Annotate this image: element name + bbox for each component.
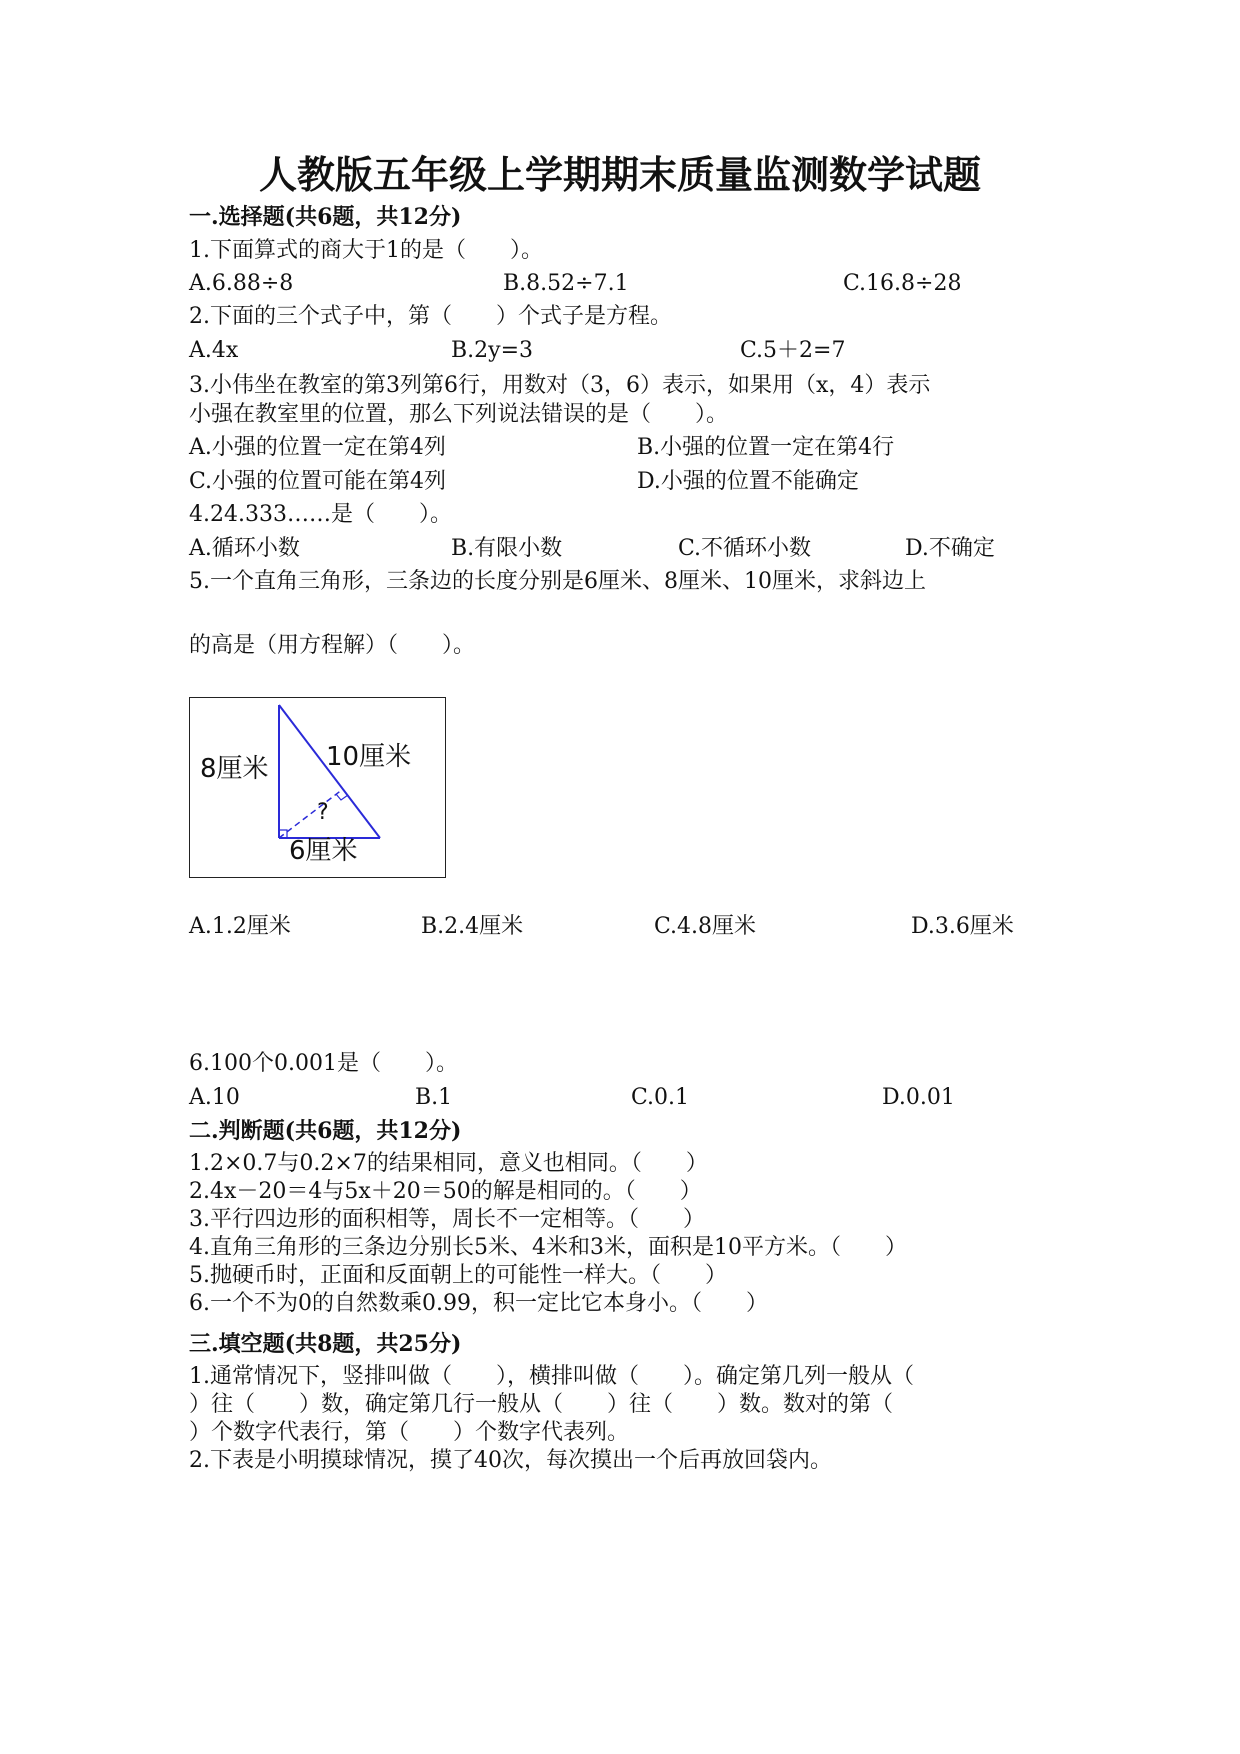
option-b: B.1 — [415, 1085, 453, 1110]
altitude-dashed-line — [279, 789, 343, 838]
question-stem-line1: 3.小伟坐在教室的第3列第6行，用数对（3，6）表示，如果用（x，4）表示 — [189, 373, 931, 398]
option-d: D.0.01 — [882, 1085, 955, 1110]
option-b: B.8.52÷7.1 — [503, 271, 629, 296]
label-left-side: 8厘米 — [200, 754, 269, 784]
label-unknown-height: ? — [317, 800, 329, 825]
option-a: A.小强的位置一定在第4列 — [189, 435, 446, 460]
option-a: A.1.2厘米 — [189, 914, 291, 939]
option-b: B.2y=3 — [451, 338, 534, 363]
fill-blank-line: ）个数字代表行，第（ ）个数字代表列。 — [189, 1420, 630, 1445]
section-heading-choice: 一.选择题(共6题，共12分) — [189, 204, 462, 230]
question-stem-line2: 小强在教室里的位置，那么下列说法错误的是（ ）。 — [189, 402, 729, 427]
option-c: C.小强的位置可能在第4列 — [189, 469, 447, 494]
page-title: 人教版五年级上学期期末质量监测数学试题 — [258, 152, 981, 197]
label-hypotenuse: 10厘米 — [326, 742, 412, 772]
fill-blank-line: ）往（ ）数，确定第几行一般从（ ）往（ ）数。数对的第（ — [189, 1392, 894, 1417]
judgement-item: 6.一个不为0的自然数乘0.99，积一定比它本身小。（ ） — [189, 1291, 768, 1316]
option-d: D.不确定 — [905, 536, 995, 561]
judgement-item: 5.抛硬币时，正面和反面朝上的可能性一样大。（ ） — [189, 1263, 727, 1288]
option-a: A.循环小数 — [189, 536, 300, 561]
option-c: C.0.1 — [631, 1085, 690, 1110]
option-c: C.4.8厘米 — [654, 914, 757, 939]
option-d: D.3.6厘米 — [911, 914, 1014, 939]
option-c: C.5＋2=7 — [740, 338, 846, 363]
question-stem: 6.100个0.001是（ ）。 — [189, 1051, 458, 1076]
option-a: A.6.88÷8 — [189, 271, 294, 296]
option-a: A.4x — [189, 338, 239, 363]
label-bottom-side: 6厘米 — [289, 836, 358, 866]
judgement-item: 3.平行四边形的面积相等，周长不一定相等。（ ） — [189, 1207, 705, 1232]
fill-blank-line: 1.通常情况下，竖排叫做（ ），横排叫做（ ）。确定第几列一般从（ — [189, 1364, 914, 1389]
question-stem: 2.下面的三个式子中，第（ ）个式子是方程。 — [189, 304, 672, 329]
option-b: B.有限小数 — [451, 536, 563, 561]
section-heading-fill-blank: 三.填空题(共8题，共25分) — [189, 1331, 462, 1357]
option-b: B.2.4厘米 — [421, 914, 524, 939]
option-a: A.10 — [189, 1085, 240, 1110]
option-b: B.小强的位置一定在第4行 — [637, 435, 895, 460]
option-d: D.小强的位置不能确定 — [637, 469, 859, 494]
option-c: C.不循环小数 — [678, 536, 812, 561]
judgement-item: 4.直角三角形的三条边分别长5米、4米和3米，面积是10平方米。（ ） — [189, 1235, 907, 1260]
triangle-figure — [189, 697, 446, 878]
judgement-item: 2.4x－20＝4与5x＋20＝50的解是相同的。（ ） — [189, 1179, 702, 1204]
option-c: C.16.8÷28 — [843, 271, 962, 296]
question-stem: 4.24.333……是（ ）。 — [189, 502, 452, 527]
judgement-item: 1.2×0.7与0.2×7的结果相同，意义也相同。（ ） — [189, 1151, 708, 1176]
question-stem-line2: 的高是（用方程解）（ ）。 — [189, 633, 476, 658]
section-heading-judgement: 二.判断题(共6题，共12分) — [189, 1118, 462, 1144]
question-stem: 1.下面算式的商大于1的是（ ）。 — [189, 238, 543, 263]
fill-blank-question: 2.下表是小明摸球情况，摸了40次，每次摸出一个后再放回袋内。 — [189, 1448, 832, 1473]
question-stem-line1: 5.一个直角三角形，三条边的长度分别是6厘米、8厘米、10厘米，求斜边上 — [189, 569, 926, 594]
